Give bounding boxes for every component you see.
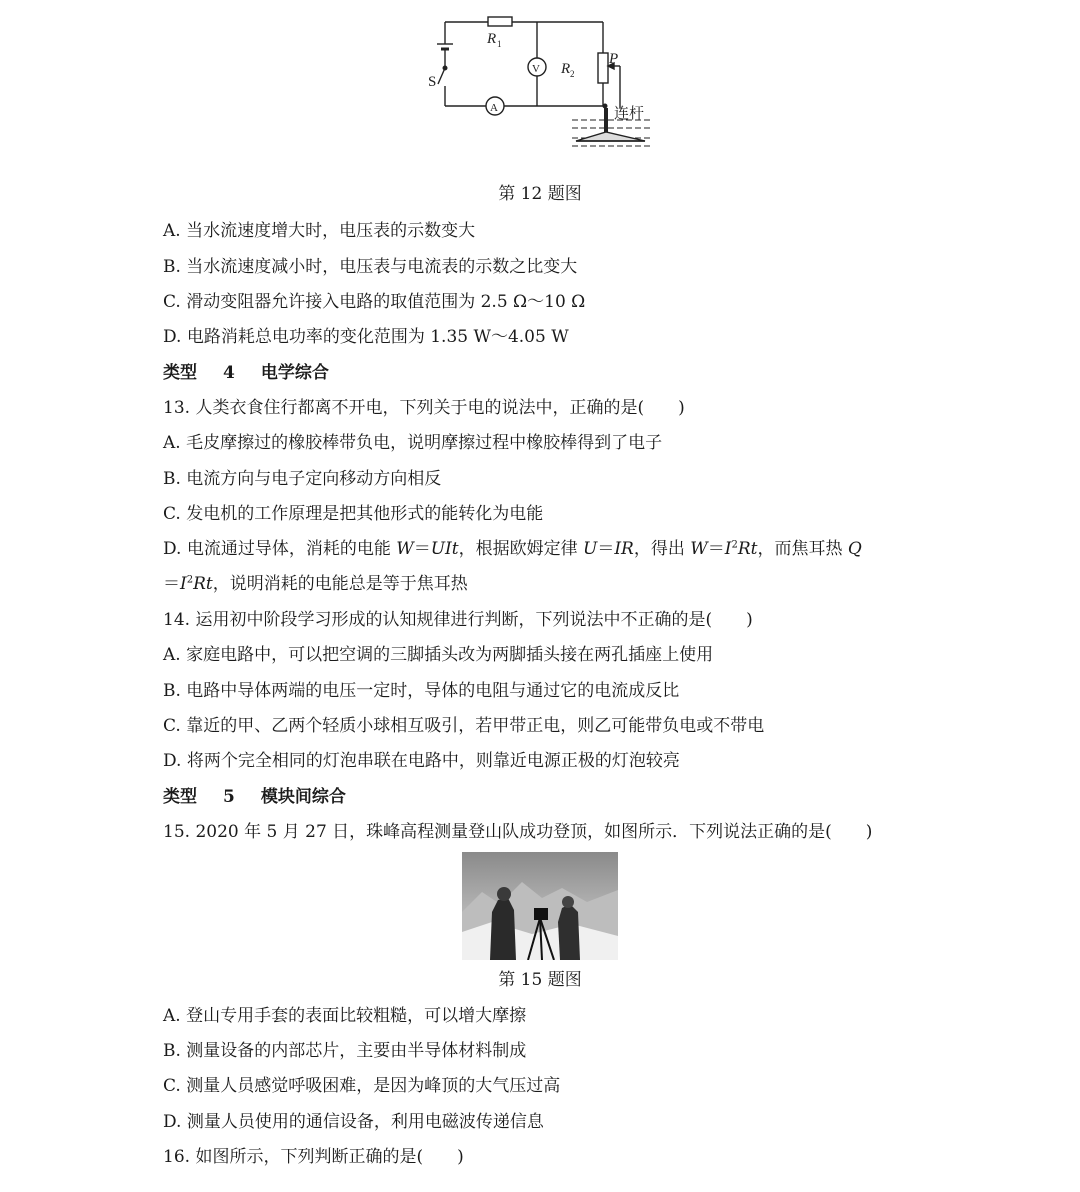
svg-text:1: 1 (497, 39, 502, 49)
q12-option-a: A. 当水流速度增大时，电压表的示数变大 (163, 221, 476, 241)
circuit-diagram (420, 8, 670, 158)
q12-option-b: B. 当水流速度减小时，电压表与电流表的示数之比变大 (163, 257, 578, 277)
q12-option-c: C. 滑动变阻器允许接入电路的取值范围为 2.5 Ω～10 Ω (163, 292, 586, 312)
climber-right (558, 904, 580, 960)
switch-s (438, 68, 445, 84)
section-type-5: 类型 5 模块间综合 (163, 787, 346, 807)
rheostat-r2 (598, 53, 608, 83)
svg-text:A: A (490, 102, 498, 114)
q13-option-b: B. 电流方向与电子定向移动方向相反 (163, 469, 442, 489)
resistor-r1 (488, 17, 512, 26)
everest-survey-photo (462, 852, 618, 960)
q12-option-d: D. 电路消耗总电功率的变化范围为 1.35 W～4.05 W (163, 327, 569, 347)
svg-text:R: R (487, 31, 497, 47)
q16-stem: 16. 如图所示，下列判断正确的是( ) (163, 1147, 464, 1167)
q13-option-d-line1: D. 电流通过导体，消耗的电能 W＝UIt，根据欧姆定律 U＝IR，得出 $W=I^2Rt$，而焦耳热 Q (163, 539, 862, 559)
svg-text:S: S (428, 74, 437, 90)
q13-option-a: A. 毛皮摩擦过的橡胶棒带负电，说明摩擦过程中橡胶棒得到了电子 (163, 433, 663, 453)
q15-option-a: A. 登山专用手套的表面比较粗糙，可以增大摩擦 (163, 1006, 527, 1026)
figure-12-caption: 第 12 题图 (498, 184, 582, 204)
q13-option-c: C. 发电机的工作原理是把其他形式的能转化为电能 (163, 504, 544, 524)
q14-option-a: A. 家庭电路中，可以把空调的三脚插头改为两脚插头接在两孔插座上使用 (163, 645, 714, 665)
svg-text:P: P (609, 51, 619, 67)
q15-option-d: D. 测量人员使用的通信设备，利用电磁波传递信息 (163, 1112, 544, 1132)
svg-text:V: V (532, 63, 540, 75)
q14-option-b: B. 电路中导体两端的电压一定时，导体的电阻与通过它的电流成反比 (163, 681, 680, 701)
section-type-4: 类型 4 电学综合 (163, 363, 329, 383)
q14-option-c: C. 靠近的甲、乙两个轻质小球相互吸引，若甲带正电，则乙可能带负电或不带电 (163, 716, 765, 736)
q15-stem: 15. 2020 年 5 月 27 日，珠峰高程测量登山队成功登顶，如图所示．下列说法正确的是( ) (163, 822, 873, 842)
q15-option-c: C. 测量人员感觉呼吸困难，是因为峰顶的大气压过高 (163, 1076, 561, 1096)
wing (576, 132, 645, 141)
figure-15-caption: 第 15 题图 (498, 970, 582, 990)
q14-option-d: D. 将两个完全相同的灯泡串联在电路中，则靠近电源正极的灯泡较亮 (163, 751, 680, 771)
q13-option-d-line2: $=I^2Rt$，说明消耗的电能总是等于焦耳热 (163, 574, 468, 594)
q15-option-b: B. 测量设备的内部芯片，主要由半导体材料制成 (163, 1041, 527, 1061)
svg-text:R: R (561, 61, 571, 77)
q13-stem: 13. 人类衣食住行都离不开电，下列关于电的说法中，正确的是( ) (163, 398, 685, 418)
q14-stem: 14. 运用初中阶段学习形成的认知规律进行判断，下列说法中不正确的是( ) (163, 610, 753, 630)
svg-text:连杆: 连杆 (614, 104, 645, 122)
svg-text:2: 2 (570, 69, 575, 79)
